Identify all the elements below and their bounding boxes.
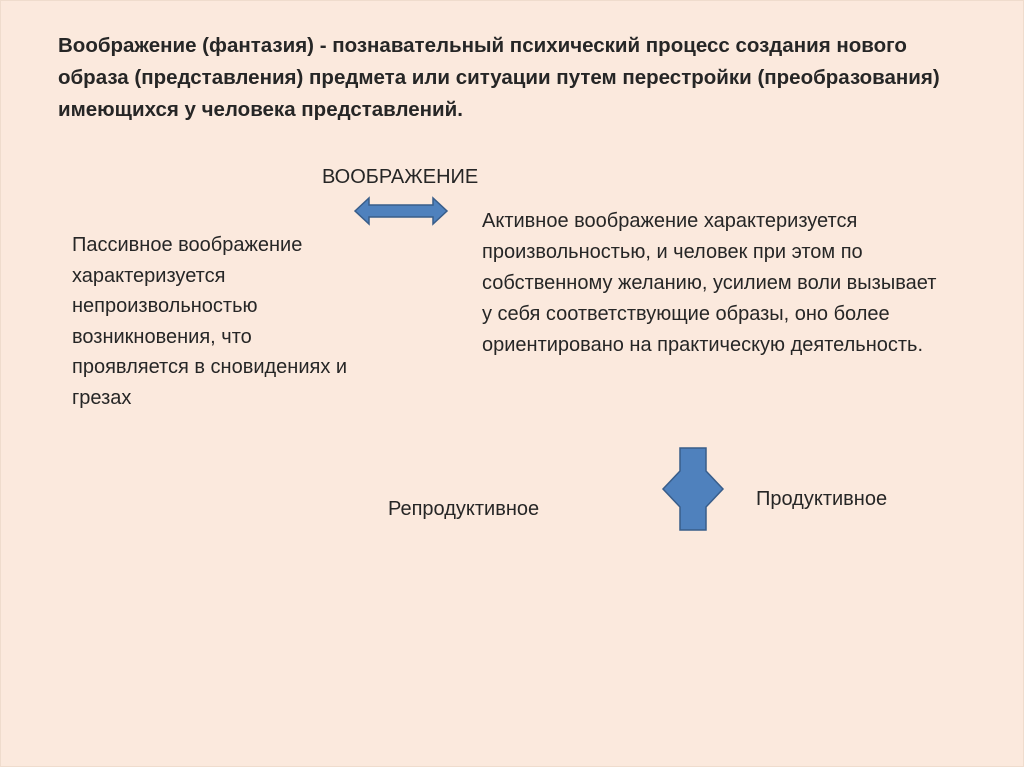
active-imagination-text: Активное воображение характеризуется произвольностью, и человек при этом по собственному желанию, усилием воли вызывает у себя соответствующие образы, оно более ориентировано на практическую деятельность.	[482, 210, 937, 356]
passive-imagination-text: Пассивное воображение характеризуется непроизвольностью возникновения, что проявляется в сновидениях и грезах	[72, 234, 348, 409]
left-right-arrow-icon	[353, 196, 449, 226]
left-right-block-arrow-icon	[661, 447, 725, 531]
definition-text: Воображение (фантазия) - познавательный психический процесс создания нового образа (представления) предмета или ситуации путем перестройки (преобразования) имеющихся у человека представлений.	[58, 34, 940, 121]
imagination-heading: ВООБРАЖЕНИЕ	[322, 166, 479, 188]
reproductive-label: Репродуктивное	[388, 498, 540, 520]
productive-label: Продуктивное	[756, 488, 888, 510]
